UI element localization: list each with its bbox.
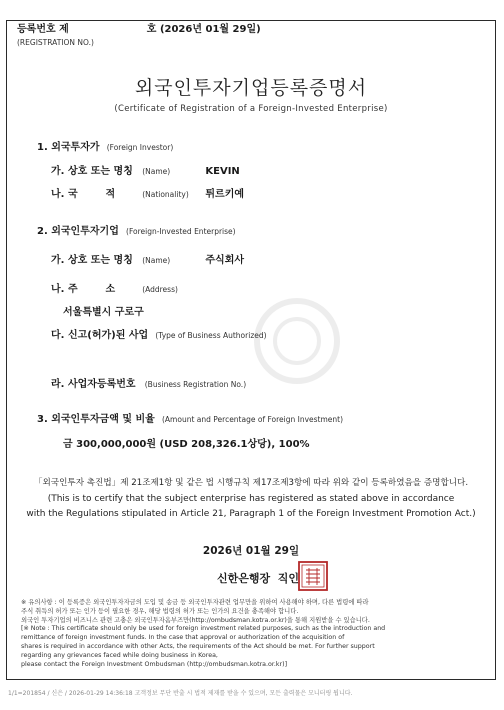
enterprise-name-label: 가. 상호 또는 명칭	[51, 255, 133, 266]
business-type-label: 다. 신고(허가)된 사업	[51, 330, 149, 341]
business-type-row	[51, 326, 267, 341]
note-line: ※ 유의사항 : 이 등록증은 외국인투자자금의 도입 및 송금 등 외국인투자관련 업무만을 위하여 사용해야 하며, 다른 법령에 따라	[21, 599, 369, 606]
enterprise-address-label: 나. 주 소	[51, 284, 116, 295]
section1-heading: 1. 외국투자가	[37, 142, 100, 153]
investor-nationality-value: 튀르키예	[205, 189, 245, 200]
investor-name-row	[51, 162, 240, 177]
note-line: shares is required in accordance with other Acts, the requirements of the Act should be met. For further support	[21, 642, 375, 650]
section2-heading-en: (Foreign-Invested Enterprise)	[126, 227, 236, 236]
business-type-label-en: (Type of Business Authorized)	[155, 331, 267, 340]
investment-amount-value	[63, 435, 310, 450]
business-regno-label: 라. 사업자등록번호	[51, 379, 136, 390]
address-value-text: 서울특별시 구로구	[63, 307, 144, 318]
business-regno-row	[51, 375, 246, 390]
enterprise-address-row	[51, 280, 178, 295]
investment-amount-text: 금 300,000,000원 (USD 208,326.1상당), 100%	[63, 439, 310, 450]
section1-heading-en: (Foreign Investor)	[106, 143, 174, 152]
section3-heading-en: (Amount and Percentage of Foreign Investment)	[162, 415, 344, 424]
section2-heading: 2. 외국인투자기업	[37, 226, 119, 237]
investor-nationality-label: 나. 국 적	[51, 189, 116, 200]
print-footer: 1/1=201854 / 신은 / 2026-01-29 14:36:18 고객정보 무단 반출 시 법적 제재를 받을 수 있으며, 모든 출력물은 모니터링 됩니다.	[8, 690, 353, 697]
registration-date: 호 (2026년 01월 29일)	[146, 24, 261, 35]
registration-number	[17, 23, 261, 49]
section-investment-amount	[37, 410, 343, 425]
investor-name-label-en: (Name)	[142, 167, 171, 176]
enterprise-name-value: 주식회사	[205, 255, 245, 266]
statement-en-line2: with the Regulations stipulated in Article 21, Paragraph 1 of the Foreign Investment Promotion Act.)	[26, 509, 476, 519]
enterprise-name-row	[51, 251, 244, 266]
enterprise-address-value	[63, 303, 144, 318]
registration-label: 등록번호 제	[17, 24, 69, 35]
note-line: regarding any grievances faced while doing business in Korea,	[21, 651, 218, 659]
business-regno-label-en: (Business Registration No.)	[144, 380, 247, 389]
note-line: 주식 취득의 허가 또는 인가 등이 필요한 경우, 해당 법령의 허가 또는 인가의 요건을 충족해야 합니다.	[21, 607, 299, 615]
issuer-name: 신한은행장 직인	[217, 572, 300, 585]
investor-nationality-row	[51, 185, 244, 200]
section3-heading: 3. 외국인투자금액 및 비율	[37, 414, 155, 425]
statement-en-line1: (This is to certify that the subject enterprise has registered as stated above in accordance	[47, 494, 455, 504]
enterprise-address-label-en: (Address)	[142, 285, 178, 294]
certificate-page	[6, 20, 496, 680]
enterprise-name-label-en: (Name)	[142, 256, 171, 265]
section-foreign-investor	[37, 138, 173, 153]
registration-label-en: (REGISTRATION NO.)	[17, 38, 94, 47]
notes-block	[21, 599, 486, 669]
section-enterprise	[37, 222, 236, 237]
certificate-subtitle: (Certificate of Registration of a Foreign-Invested Enterprise)	[114, 104, 388, 114]
investor-name-value: KEVIN	[205, 166, 240, 177]
statement-ko: 「외국인투자 촉진법」제 21조제1항 및 같은 법 시행규칙 제17조제3항에 따라 위와 같이 등록하였음을 증명합니다.	[33, 478, 469, 488]
note-line: 외국인 투자기업의 비즈니스 관련 고충은 외국인투자옴부즈만(http://ombudsman.kotra.or.kr)을 통해 지원받을 수 있습니다.	[21, 616, 370, 624]
issue-date: 2026년 01월 29일	[202, 545, 300, 557]
note-line: remittance of foreign investment funds. In the case that approval or authorization of the acquisition of	[21, 634, 345, 642]
certificate-title: 외국인투자기업등록증명서	[134, 77, 368, 99]
watermark-icon	[237, 291, 357, 391]
note-line: please contact the Foreign Investment Ombudsman (http://ombudsman.kotra.or.kr)]	[21, 660, 288, 668]
official-seal-icon	[297, 560, 329, 592]
note-line: [※ Note : This certificate should only be used for foreign investment related purposes, such as the introduction and	[21, 625, 386, 633]
investor-name-label: 가. 상호 또는 명칭	[51, 166, 133, 177]
investor-nationality-label-en: (Nationality)	[142, 190, 189, 199]
